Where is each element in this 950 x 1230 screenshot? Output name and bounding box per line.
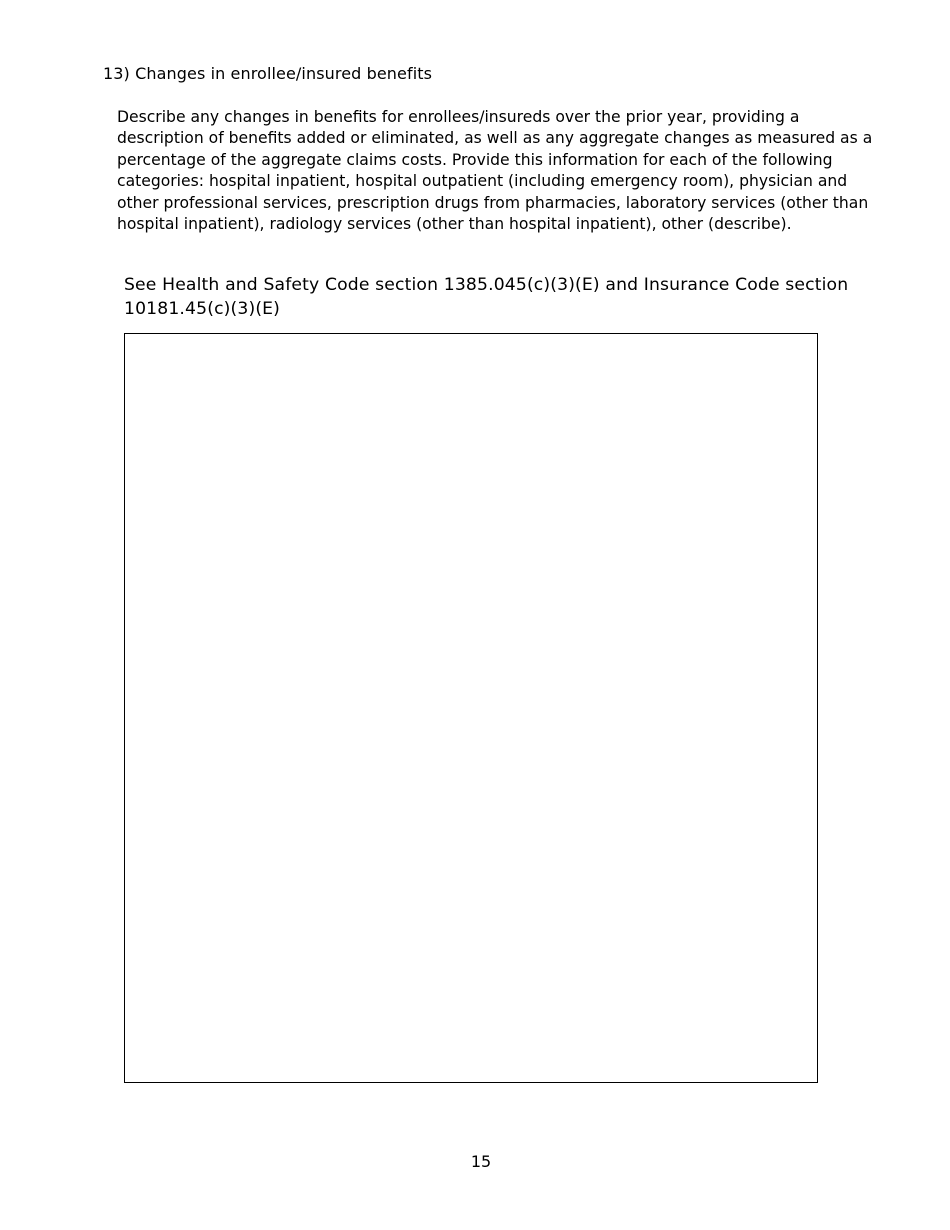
response-text-box[interactable] <box>124 333 818 1083</box>
page-number: 15 <box>470 1152 492 1171</box>
section-heading: 13) Changes in enrollee/insured benefits <box>103 64 433 83</box>
code-reference-text: See Health and Safety Code section 1385.045(c)(3)(E) and Insurance Code section 10181.45(c)(3)(E) <box>124 275 849 319</box>
instructions-text: Describe any changes in benefits for enrollees/insureds over the prior year, providing a description of benefits added or eliminated, as well as any aggregate changes as measured as a percentage of the aggregate claims costs. Provide this information for each of the following categories: hospital inpatient, hospital outpatient (including emergency room), physician and other professional services, prescription drugs from pharmacies, laboratory services (other than hospital inpatient), radiology services (other than hospital inpatient), other (describe). <box>117 108 873 234</box>
